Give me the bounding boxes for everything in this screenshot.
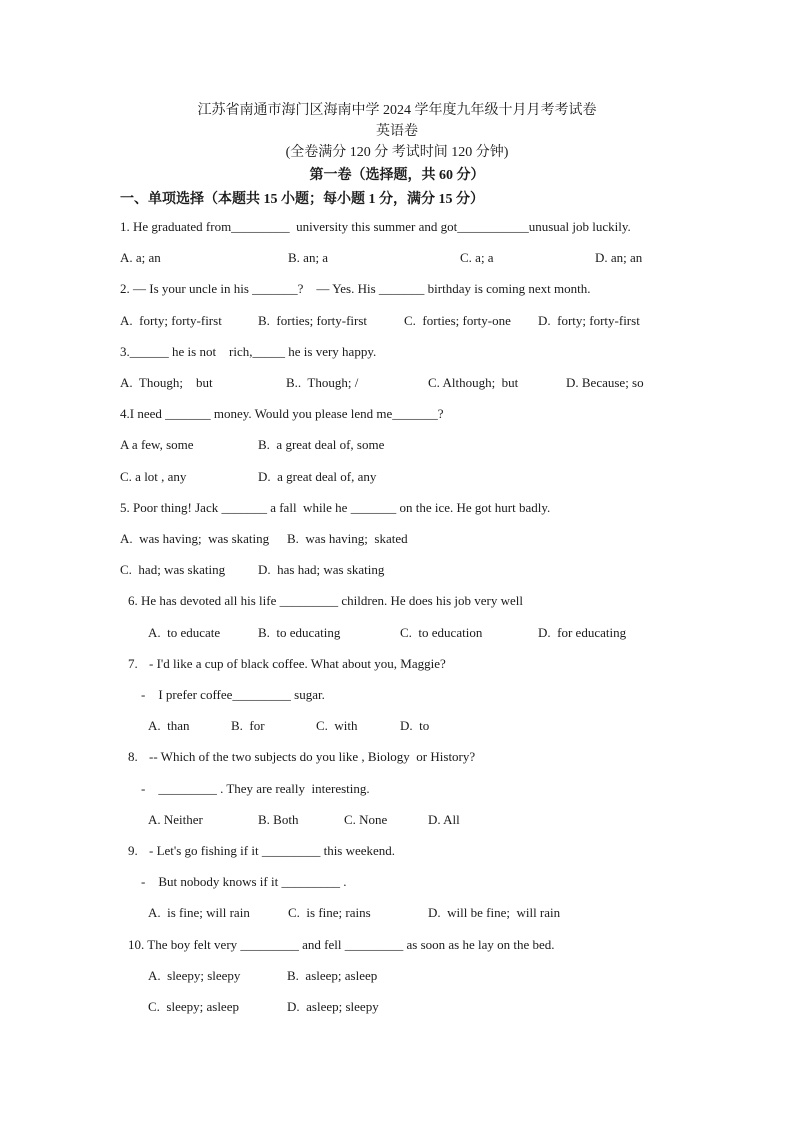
question-2-stem: 2. — Is your uncle in his _______? — Yes. His _______ birthday is coming next month. [120,281,591,296]
q8-option-b: B. Both [258,812,299,827]
exam-subject: 英语卷 [376,124,418,139]
q10-option-c: C. sleepy; asleep [148,999,239,1014]
question-8-stem: -- Which of the two subjects do you like , Biology or History? [149,749,476,764]
q4-option-a: A a few, some [120,437,194,452]
question-9-number: 9. [128,843,138,858]
q1-option-a: A. a; an [120,250,161,265]
question-6-stem: 6. He has devoted all his life _________ children. He does his job very well [128,593,523,608]
question-1-stem: 1. He graduated from_________ university this summer and got___________unusual job luckily. [120,219,631,234]
question-8-reply: - _________ . They are really interesting. [141,781,370,796]
q9-option-a: A. is fine; will rain [148,905,250,920]
q3-option-a: A. Though; but [120,375,213,390]
q9-option-c: C. is fine; rains [288,905,371,920]
q5-option-a: A. was having; was skating [120,531,270,546]
q1-option-c: C. a; a [460,250,494,265]
question-7-number: 7. [128,656,138,671]
q5-option-b: B. was having; skated [287,531,408,546]
question-7-stem: - I'd like a cup of black coffee. What about you, Maggie? [149,656,446,671]
q2-option-d: D. forty; forty-first [538,313,640,328]
section-heading: 一、单项选择（本题共 15 小题；每小题 1 分，满分 15 分） [120,192,484,207]
q2-option-a: A. forty; forty-first [120,313,222,328]
q3-option-d: D. Because; so [566,375,644,390]
q10-option-a: A. sleepy; sleepy [148,968,241,983]
q5-option-d: D. has had; was skating [258,562,385,577]
q2-option-b: B. forties; forty-first [258,313,368,328]
exam-title: 江苏省南通市海门区海南中学 2024 学年度九年级十月月考考试卷 [197,103,597,118]
question-10-stem: 10. The boy felt very _________ and fell _________ as soon as he lay on the bed. [128,937,555,952]
q7-option-a: A. than [148,718,190,733]
q7-option-b: B. for [231,718,265,733]
question-4-stem: 4.I need _______ money. Would you please lend me_______? [120,406,444,421]
question-7-reply: - I prefer coffee_________ sugar. [141,687,325,702]
q4-option-d: D. a great deal of, any [258,469,377,484]
q7-option-c: C. with [316,718,358,733]
question-5-stem: 5. Poor thing! Jack _______ a fall while he _______ on the ice. He got hurt badly. [120,500,551,515]
q10-option-b: B. asleep; asleep [287,968,378,983]
question-3-stem: 3.______ he is not rich,_____ he is very happy. [120,344,377,359]
q9-option-d: D. will be fine; will rain [428,905,561,920]
q6-option-d: D. for educating [538,625,627,640]
q6-option-c: C. to education [400,625,483,640]
question-8-number: 8. [128,749,138,764]
q6-option-a: A. to educate [148,625,221,640]
q6-option-b: B. to educating [258,625,341,640]
q4-option-c: C. a lot , any [120,469,187,484]
part-heading: 第一卷（选择题，共 60 分） [309,168,485,183]
q8-option-a: A. Neither [148,812,203,827]
q8-option-d: D. All [428,812,460,827]
q5-option-c: C. had; was skating [120,562,226,577]
q1-option-b: B. an; a [288,250,329,265]
question-9-stem: - Let's go fishing if it _________ this weekend. [149,843,396,858]
exam-info: (全卷满分 120 分 考试时间 120 分钟) [285,145,509,160]
q4-option-b: B. a great deal of, some [258,437,385,452]
q7-option-d: D. to [400,718,430,733]
q2-option-c: C. forties; forty-one [404,313,511,328]
q8-option-c: C. None [344,812,388,827]
q1-option-d: D. an; an [595,250,643,265]
q3-option-b: B.. Though; / [286,375,359,390]
q3-option-c: C. Although; but [428,375,519,390]
question-9-reply: - But nobody knows if it _________ . [141,874,347,889]
q10-option-d: D. asleep; sleepy [287,999,379,1014]
